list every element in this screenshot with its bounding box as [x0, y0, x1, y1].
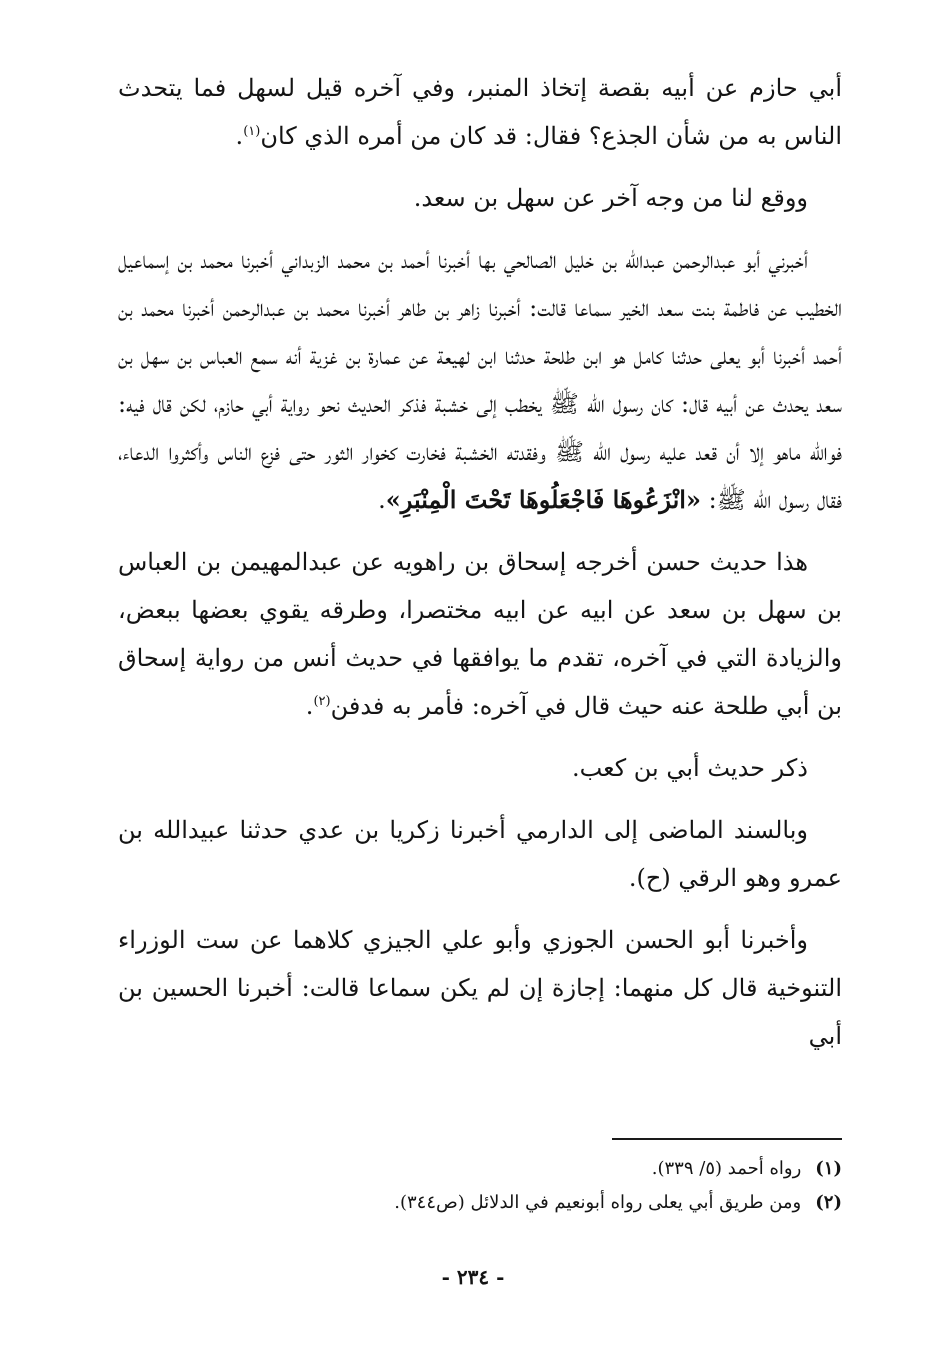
- paragraph-3-end: .: [378, 486, 386, 514]
- footnote-2-number: (٢): [815, 1192, 842, 1213]
- paragraph-1-end: .: [235, 122, 244, 150]
- footnotes: [118, 1152, 842, 1220]
- paragraph-2: [118, 174, 842, 222]
- footnote-ref-1: (١): [243, 124, 261, 139]
- paragraph-5-text: ذكر حديث أبي بن كعب.: [571, 754, 808, 782]
- paragraph-4-end: .: [305, 692, 314, 720]
- paragraph-1-text: أبي حازم عن أبيه بقصة إتخاذ المنبر، وفي آخره قيل لسهل فما يتحدث الناس به من شأن الجذع؟ فقال: قد كان من أمره الذي كان: [118, 74, 842, 150]
- paragraph-4-text: هذا حديث حسن أخرجه إسحاق بن راهويه عن عبدالمهيمن بن العباس بن سهل بن سعد عن ابيه عن ابيه مختصرا، وطرقه يقوي بعضها ببعض، والزيادة التي في آخره، تقدم ما يوافقها في حديث أنس من رواية إسحاق بن أبي طلحة عنه حيث قال في آخره: فأمر به فدفن: [118, 548, 842, 720]
- footnote-1: [118, 1152, 842, 1186]
- paragraph-3-text: أخبرني أبو عبدالرحمن عبدالله بن خليل الصالحي بها أخبرنا أحمد بن محمد الزبداني أخبرنا محمد بن إسماعيل الخطيب عن فاطمة بنت سعد الخير سماعا قالت: أخبرنا زاهر بن طاهر أخبرنا محمد بن عبدالرحمن أخبرنا محمد بن أحمد أخبرنا أبو يعلى حدثنا كامل هو ابن طلحة حدثنا ابن لهيعة عن عمارة بن غزية أنه سمع العباس بن سهل بن سعد يحدث عن أبيه قال: كان رسول الله ﷺ يخطب إلى خشبة فذكر الحديث نحو رواية أبي حازم، لكن قال فيه: فوالله ماهو إلا أن قعد عليه رسول الله ﷺ وفقدته الخشبة فخارت كخوار الثور حتى فزع الناس وأكثروا الدعاء، فقال رسول الله ﷺ:: [118, 246, 842, 514]
- footnote-2: [118, 1186, 842, 1220]
- footnote-1-number: (١): [815, 1158, 842, 1179]
- paragraph-7: [118, 916, 842, 1060]
- hadith-quote: «انْزَعُوهَا فَاجْعَلُوهَا تَحْتَ الْمِنْبَرِ»: [385, 485, 701, 514]
- footnote-2-text: ومن طريق أبي يعلى رواه أبونعيم في الدلائل (ص٣٤٤).: [394, 1192, 802, 1213]
- paragraph-4: [118, 538, 842, 730]
- paragraph-1: [118, 64, 842, 160]
- footnote-1-text: رواه أحمد (٥/ ٣٣٩).: [651, 1158, 802, 1179]
- paragraph-6: [118, 806, 842, 902]
- main-text: [118, 64, 842, 1074]
- footnote-ref-2: (٢): [313, 694, 331, 709]
- page-number: - ٢٣٤ -: [441, 1265, 505, 1289]
- paragraph-3: [118, 236, 842, 524]
- paragraph-7-text: وأخبرنا أبو الحسن الجوزي وأبو علي الجيزي كلاهما عن ست الوزراء التنوخية قال كل منهما: إجازة إن لم يكن سماعا قالت: أخبرنا الحسين بن أبي: [118, 926, 842, 1050]
- paragraph-2-text: ووقع لنا من وجه آخر عن سهل بن سعد.: [413, 184, 808, 212]
- paragraph-5: [118, 744, 842, 792]
- footnote-separator: [612, 1138, 842, 1140]
- paragraph-6-text: وبالسند الماضى إلى الدارمي أخبرنا زكريا بن عدي حدثنا عبيدالله بن عمرو وهو الرقي (ح).: [118, 816, 842, 892]
